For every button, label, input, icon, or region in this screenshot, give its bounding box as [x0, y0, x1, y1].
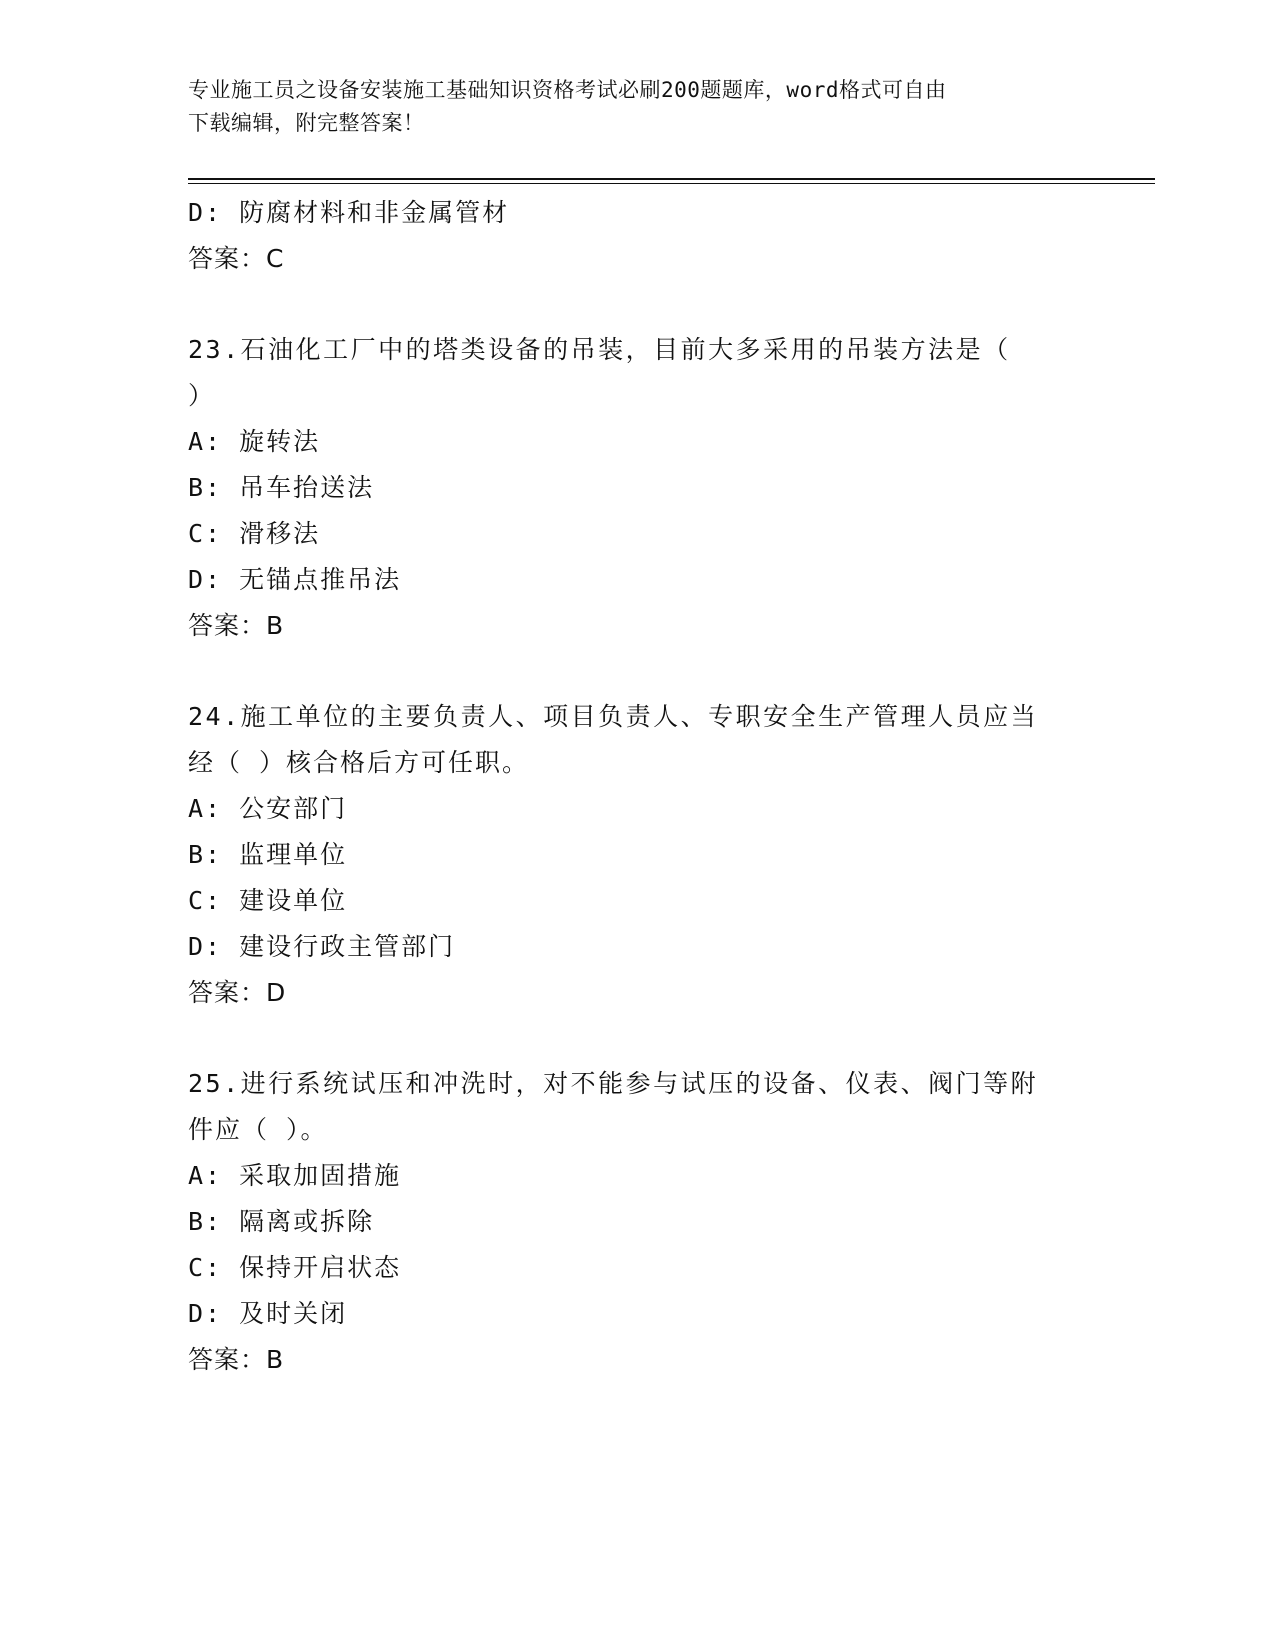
question-stem: 23.石油化工厂中的塔类设备的吊装，目前大多采用的吊装方法是（ [188, 335, 1011, 364]
option-d: D: 防腐材料和非金属管材 [188, 198, 510, 227]
option-a: A: 公安部门 [188, 794, 348, 823]
header-line-1: 专业施工员之设备安装施工基础知识资格考试必刷200题题库，word格式可自由 [188, 78, 947, 102]
spacer [188, 1016, 1088, 1061]
question-stem-continued: ） [188, 381, 216, 410]
question-stem: 25.进行系统试压和冲洗时，对不能参与试压的设备、仪表、阀门等附 [188, 1069, 1039, 1098]
option-c: C: 保持开启状态 [188, 1253, 402, 1282]
option-c: C: 滑移法 [188, 519, 321, 548]
question-content [188, 190, 1088, 1383]
option-d: D: 及时关闭 [188, 1299, 348, 1328]
option-c: C: 建设单位 [188, 886, 348, 915]
option-a: A: 采取加固措施 [188, 1161, 402, 1190]
header-divider-thick [188, 178, 1155, 180]
header-divider-thin [188, 183, 1155, 184]
question-stem: 24.施工单位的主要负责人、项目负责人、专职安全生产管理人员应当 [188, 702, 1039, 731]
document-header [188, 74, 1078, 140]
question-25 [188, 1061, 1088, 1383]
spacer [188, 282, 1088, 327]
spacer [188, 649, 1088, 694]
question-23 [188, 327, 1088, 649]
option-b: B: 隔离或拆除 [188, 1207, 375, 1236]
answer-line: 答案：D [188, 978, 287, 1007]
answer-line: 答案：B [188, 611, 285, 640]
option-d: D: 建设行政主管部门 [188, 932, 456, 961]
option-a: A: 旋转法 [188, 427, 321, 456]
option-b: B: 监理单位 [188, 840, 348, 869]
header-line-2: 下载编辑，附完整答案！ [188, 111, 425, 135]
answer-line: 答案：C [188, 244, 285, 273]
option-d: D: 无锚点推吊法 [188, 565, 402, 594]
previous-question-tail [188, 190, 1088, 282]
answer-line: 答案：B [188, 1345, 285, 1374]
question-24 [188, 694, 1088, 1016]
question-stem-continued: 经（ ）核合格后方可任职。 [188, 748, 530, 777]
question-stem-continued: 件应（ ）。 [188, 1115, 328, 1144]
option-b: B: 吊车抬送法 [188, 473, 375, 502]
